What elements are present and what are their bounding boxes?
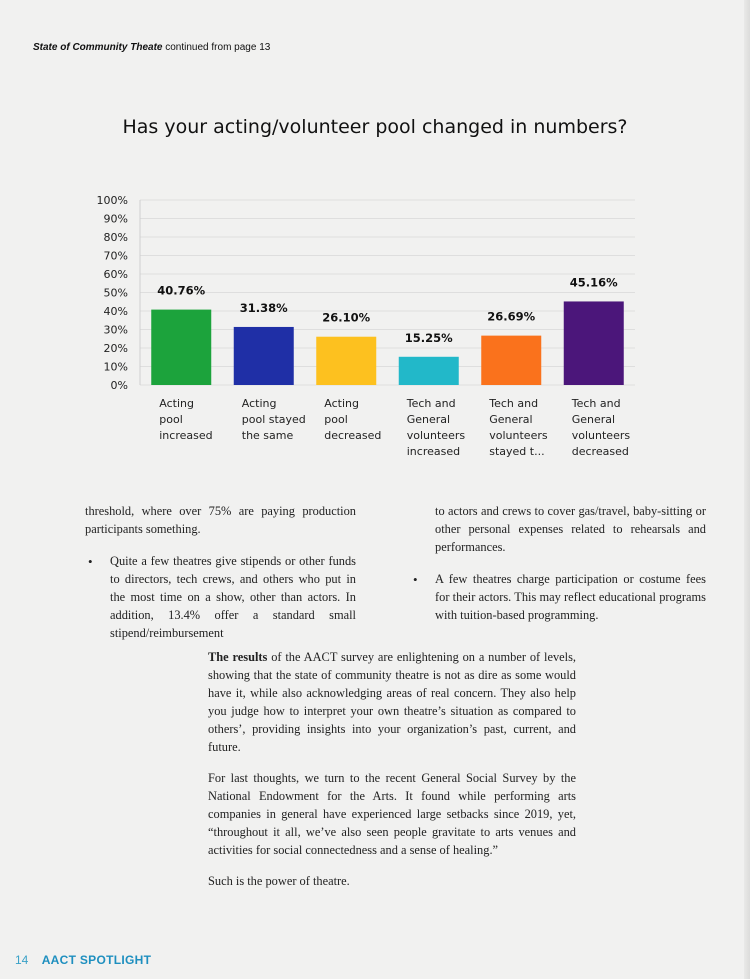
category-label-line: pool: [324, 413, 348, 426]
category-label: [242, 397, 306, 442]
category-label-line: Tech and: [406, 397, 456, 410]
bar: [151, 310, 211, 385]
category-label-line: decreased: [571, 445, 629, 458]
category-label: [324, 397, 381, 442]
bar: [234, 327, 294, 385]
left-paragraph-1: threshold, where over 75% are paying production participants something.: [85, 504, 356, 536]
bar-value-label: 45.16%: [569, 275, 618, 290]
results-lead: The results: [208, 650, 268, 664]
bar: [481, 336, 541, 385]
category-label: [159, 397, 212, 442]
category-label-line: Acting: [159, 397, 194, 410]
category-label-line: Acting: [324, 397, 359, 410]
category-label-line: Tech and: [571, 397, 621, 410]
category-label-line: General: [489, 413, 533, 426]
results-paragraph-1: [208, 649, 576, 757]
y-tick-label: 40%: [103, 305, 128, 318]
category-label: [406, 397, 466, 458]
category-label-line: Tech and: [489, 397, 539, 410]
bar-value-label: 31.38%: [239, 300, 288, 315]
category-label-line: decreased: [324, 429, 382, 442]
category-label-line: stayed t...: [489, 445, 545, 458]
results-paragraph-2: For last thoughts, we turn to the recent General Social Survey by the National Endowment for the Arts. It found while performing arts companies in general have experienced large setbacks since 2019, yet, “throughout it all, we’ve also seen people gravitate to arts venues and activities for social connectedness and a sense of healing.”: [208, 770, 576, 857]
category-label-line: the same: [241, 429, 294, 442]
bar: [316, 337, 376, 385]
continued-note: continued from page 13: [162, 42, 271, 53]
y-tick-label: 60%: [103, 268, 128, 281]
category-label-line: General: [406, 413, 451, 426]
y-tick-label: 50%: [103, 286, 128, 300]
category-label-line: Acting: [241, 397, 277, 410]
category-label: [488, 397, 548, 458]
y-tick-label: 70%: [103, 249, 128, 263]
category-label-line: volunteers: [489, 429, 548, 442]
page-number: 14: [15, 953, 29, 967]
y-tick-label: 100%: [96, 194, 128, 207]
results-section: [208, 649, 576, 904]
publication-brand: AACT SPOTLIGHT: [41, 953, 152, 967]
category-label-line: pool stayed: [241, 413, 306, 426]
category-label-line: increased: [406, 445, 461, 458]
right-paragraph-1: to actors and crews to cover gas/travel, baby-sitting or other personal expenses related to rehearsals and performances.: [435, 504, 706, 554]
bar-value-label: 26.69%: [487, 309, 536, 324]
y-tick-label: 20%: [103, 342, 128, 355]
right-column: [410, 503, 706, 639]
results-paragraph-3: Such is the power of theatre.: [208, 873, 350, 888]
bar: [399, 357, 459, 385]
bar-value-label: 26.10%: [322, 310, 371, 325]
category-label-line: increased: [159, 429, 213, 442]
category-label: [571, 397, 631, 458]
category-label-line: General: [571, 413, 616, 426]
y-tick-label: 80%: [103, 231, 128, 244]
page-edge-shadow: [744, 0, 750, 979]
category-label-line: volunteers: [571, 429, 631, 442]
left-column: [85, 503, 356, 657]
chart-title: Has your acting/volunteer pool changed in numbers?: [122, 116, 628, 138]
bar-chart: [88, 188, 648, 468]
y-tick-label: 30%: [103, 323, 128, 337]
bar: [564, 301, 624, 385]
results-body: of the AACT survey are enlightening on a number of levels, showing that the state of community theatre is not as dire as some would have it, while also acknowledging areas of real concern. They also help you judge how to interpret your own theatre’s situation as compared to others’, providing insights into your organization’s past, current, and future.: [208, 650, 576, 754]
category-label-line: pool: [159, 413, 183, 426]
bar-value-label: 40.76%: [157, 283, 206, 298]
y-tick-label: 0%: [110, 379, 128, 392]
left-bullet-1: • Quite a few theatres give stipends or other funds to directors, tech crews, and others who put in the most time on a show, other than actors. In addition, 13.4% offer a standard small stipend/reimbursement: [85, 553, 356, 643]
page-header: [33, 42, 270, 53]
right-bullet-1: • A few theatres charge participation or costume fees for their actors. This may reflect educational programs with tuition-based programming.: [410, 571, 706, 625]
y-tick-label: 10%: [103, 360, 128, 374]
y-tick-label: 90%: [103, 212, 128, 226]
bar-value-label: 15.25%: [404, 330, 453, 345]
series-name: State of Community Theate: [33, 42, 163, 53]
page-footer: [15, 953, 151, 967]
category-label-line: volunteers: [406, 429, 466, 442]
